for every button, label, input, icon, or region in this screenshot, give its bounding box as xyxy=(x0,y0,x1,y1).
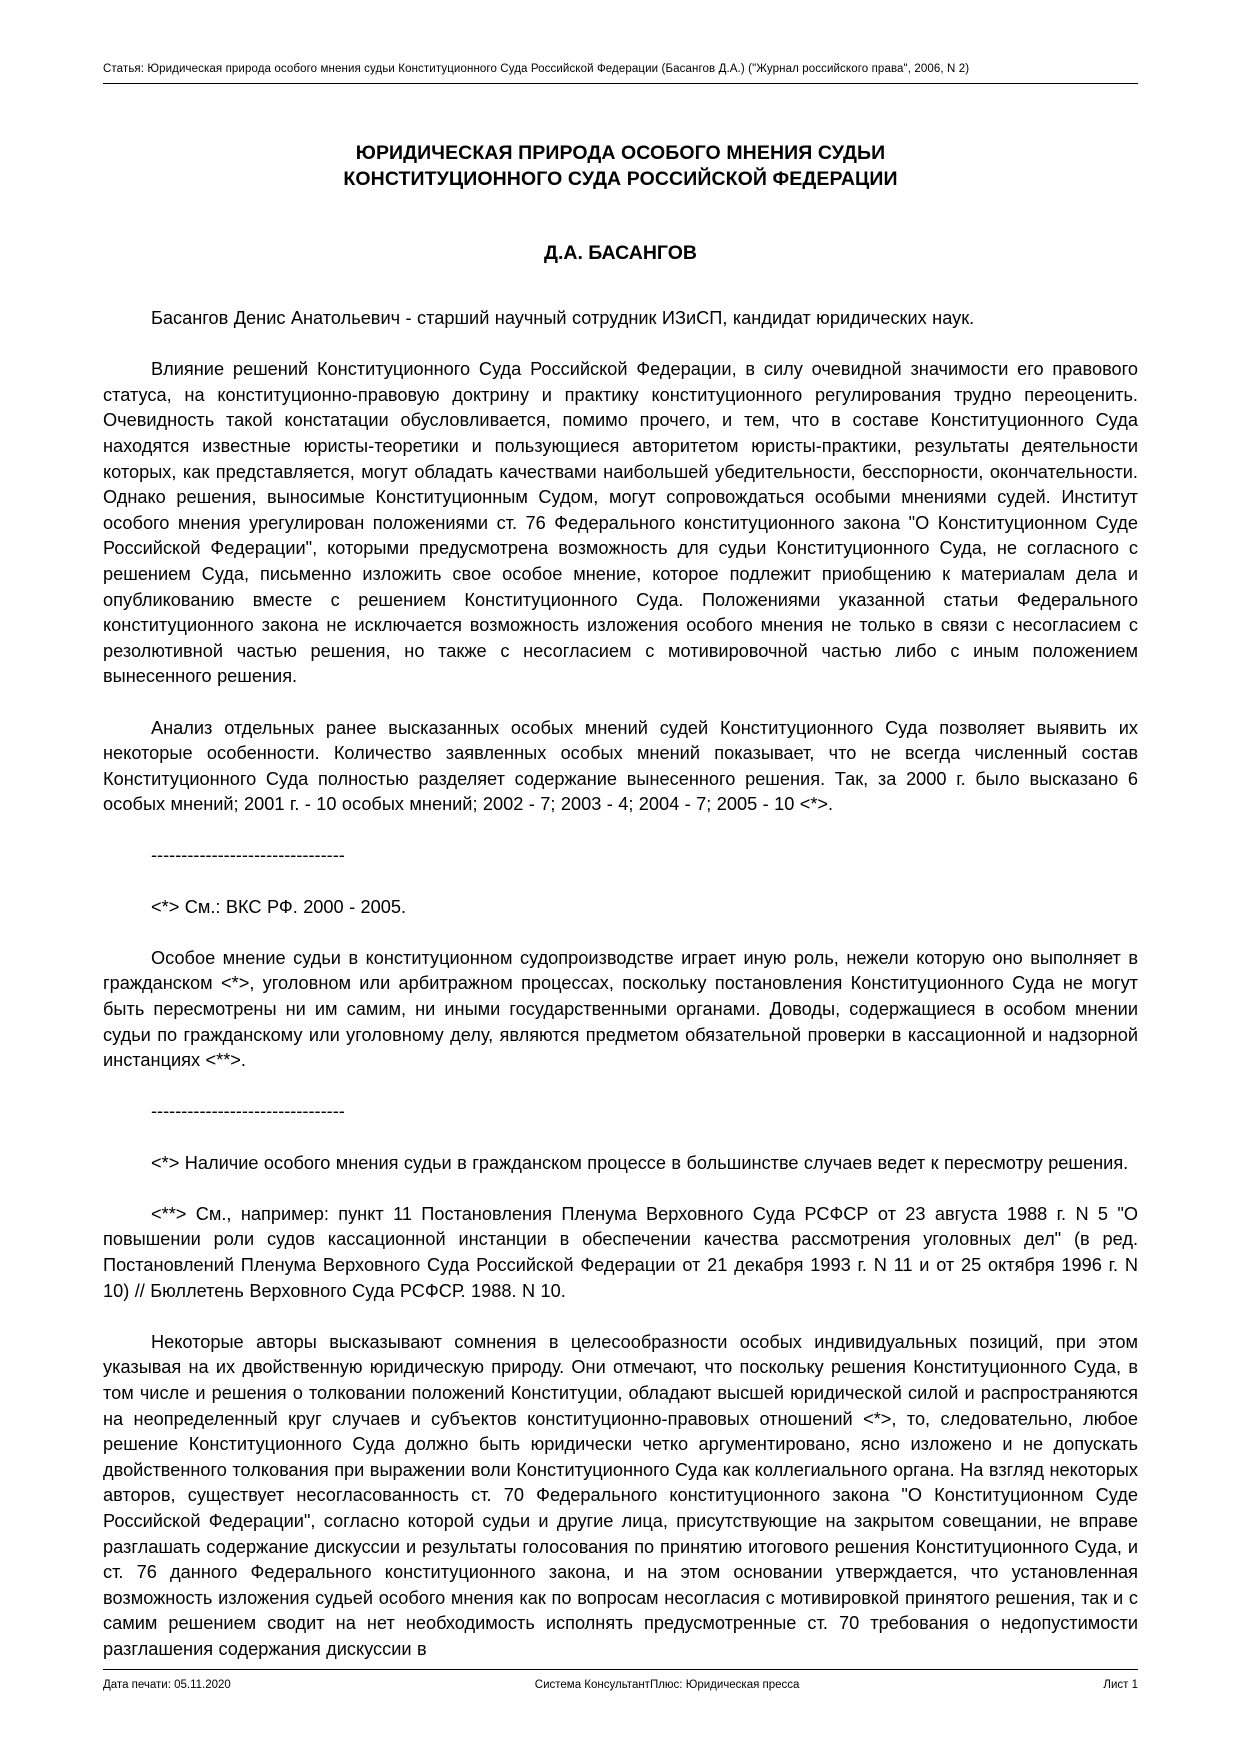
page-inner xyxy=(103,0,1138,1755)
footer-divider xyxy=(103,1669,1138,1670)
header-citation: Статья: Юридическая природа особого мнения судьи Конституционного Суда Российской Федерации (Басангов Д.А.) ("Журнал российского права", 2006, N 2) xyxy=(103,63,970,75)
author-affiliation: Басангов Денис Анатольевич - старший научный сотрудник ИЗиСП, кандидат юридических наук. xyxy=(151,308,975,328)
document-footer xyxy=(103,1669,1138,1693)
footer-system-name: Система КонсультантПлюс: Юридическая пресса xyxy=(534,1679,800,1691)
footer-row xyxy=(103,1678,1138,1693)
footer-print-date: Дата печати: 05.11.2020 xyxy=(103,1679,231,1691)
footnote-3: <**> См., например: пункт 11 Постановления Пленума Верховного Суда РСФСР от 23 августа 1988 г. N 5 "О повышении роли судов кассационной инстанции в обеспечении качества рассмотрения уголовных дел" (в ред. Постановлений Пленума Верховного Суда Российской Федерации от 21 декабря 1993 г. N 11 и от 25 октября 1996 г. N 10) // Бюллетень Верховного Суда РСФСР. 1988. N 10. xyxy=(103,1203,1138,1301)
footnote-2: <*> Наличие особого мнения судьи в гражданском процессе в большинстве случаев ведет к пересмотру решения. xyxy=(151,1152,1129,1173)
body-paragraph-4: Некоторые авторы высказывают сомнения в целесообразности особых индивидуальных позиций, при этом указывая на их двойственную юридическую природу. Они отмечают, что поскольку решения Конституционного Суда, в том числе и решения о толковании положений Конституции, обладают высшей юридической силой и распространяются на неопределенный круг случаев и субъектов конституционно-правовых отношений <*>, то, следовательно, любое решение Конституционного Суда должно быть юридически четко аргументировано, ясно изложено и не допускать двойственного толкования при выражении воли Конституционного Суда как коллегиального органа. На взгляд некоторых авторов, существует несогласованность ст. 70 Федерального конституционного закона "О Конституционном Суде Российской Федерации", согласно которой судьи и другие лица, присутствующие на закрытом совещании, не вправе разглашать содержание дискуссии и результаты голосования по принятию итогового решения Конституционного Суда, и ст. 76 данного Федерального конституционного закона, и на этом основании утверждается, что установленная возможность изложения судьей особого мнения как по вопросам несогласия с мотивировкой принятого решения, так и с самим решением сводит на нет необходимость исполнять предусмотренные ст. 70 требования о недопустимости разглашения содержания дискуссии в xyxy=(103,1331,1138,1659)
body-paragraph-1: Влияние решений Конституционного Суда Российской Федерации, в силу очевидной значимости его правового статуса, на конституционно-правовую доктрину и практику конституционного регулирования трудно переоценить. Очевидность такой констатации обусловливается, помимо прочего, и тем, что в составе Конституционного Суда находятся известные юристы-теоретики и пользующиеся авторитетом юристы-практики, результаты деятельности которых, как представляется, могут обладать качествами наибольшей убедительности, бесспорности, окончательности. Однако решения, выносимые Конституционным Судом, могут сопровождаться особыми мнениями судей. Институт особого мнения урегулирован положениями ст. 76 Федерального конституционного закона "О Конституционном Суде Российской Федерации", которыми предусмотрена возможность для судьи Конституционного Суда, не согласного с решением Суда, письменно изложить свое особое мнение, которое подлежит приобщению к материалам дела и опубликованию вместе с решением Конституционного Суда. Положениями указанной статьи Федерального конституционного закона не исключается возможность изложения особого мнения не только в связи с несогласием с резолютивной частью решения, но также с несогласием с мотивировочной частью либо с иным положением вынесенного решения. xyxy=(103,359,1138,687)
footer-page-number: Лист 1 xyxy=(1103,1679,1138,1691)
document-body xyxy=(103,140,1138,1662)
footnote-separator-2: -------------------------------- xyxy=(151,1101,345,1122)
body-paragraph-3: Особое мнение судьи в конституционном судопроизводстве играет иную роль, нежели которую оно выполняет в гражданском <*>, уголовном или арбитражном процессах, поскольку постановления Конституционного Суда не могут быть пересмотрены ни им самим, ни иными государственными органами. Доводы, содержащиеся в особом мнении судьи по гражданскому или уголовному делу, являются предметом обязательной проверки в кассационной и надзорной инстанциях <**>. xyxy=(103,947,1138,1071)
footnote-1: <*> См.: ВКС РФ. 2000 - 2005. xyxy=(151,896,407,917)
header-divider xyxy=(103,83,1138,84)
title-line-2: КОНСТИТУЦИОННОГО СУДА РОССИЙСКОЙ ФЕДЕРАЦИИ xyxy=(343,168,898,190)
footnote-separator-1: -------------------------------- xyxy=(151,845,345,866)
page-title xyxy=(103,140,1138,192)
author-name: Д.А. БАСАНГОВ xyxy=(544,242,697,264)
title-line-1: ЮРИДИЧЕСКАЯ ПРИРОДА ОСОБОГО МНЕНИЯ СУДЬИ xyxy=(355,142,886,164)
body-paragraph-2: Анализ отдельных ранее высказанных особых мнений судей Конституционного Суда позволяет выявить их некоторые особенности. Количество заявленных особых мнений показывает, что не всегда численный состав Конституционного Суда полностью разделяет содержание вынесенного решения. Так, за 2000 г. было высказано 6 особых мнений; 2001 г. - 10 особых мнений; 2002 - 7; 2003 - 4; 2004 - 7; 2005 - 10 <*>. xyxy=(103,717,1138,815)
document-header xyxy=(103,62,1138,84)
